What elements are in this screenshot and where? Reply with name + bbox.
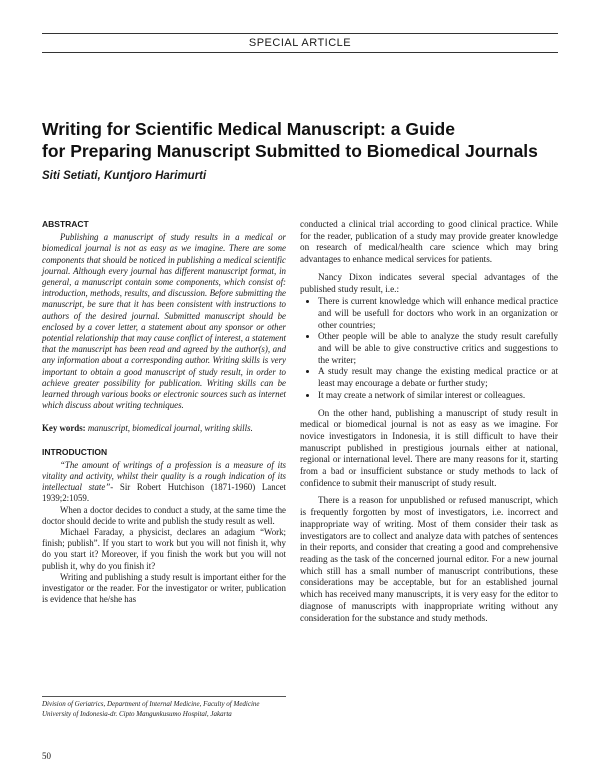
affiliation-divider — [42, 696, 286, 697]
article-title — [42, 118, 562, 162]
epigraph — [42, 460, 286, 505]
section-label: SPECIAL ARTICLE — [248, 37, 352, 49]
header-rule-bottom — [42, 52, 558, 53]
intro-paragraph-3: Writing and publishing a study result is important either for the investigator or the reader. For the investigator or writer, publication is evidence that he/she has — [42, 571, 286, 605]
advantages-list — [300, 296, 558, 401]
right-paragraph-1: On the other hand, publishing a manuscript of study result in medical or biomedical journal is not as easy as we imagine. For novice investigators in Indonesia, it is still difficult to have their manuscript published in prestigious journals either at national, regional or international level. There are many reasons for it, starting from a bad or insufficient substance or study methods to lack of confidence to submit their manuscript of study result. — [300, 407, 558, 488]
keywords-label: Key words: — [42, 423, 86, 434]
continuation-paragraph: conducted a clinical trial according to good clinical practice. While for the reader, publication of a study may provide greater knowledge on research of medical/health care science which may bring advantages to enhance medical services for patients. — [300, 219, 558, 265]
intro-paragraph-1: When a doctor decides to conduct a study, at the same time the doctor should decide to write and publish the study result as well. — [42, 504, 286, 526]
right-paragraph-2: There is a reason for unpublished or refused manuscript, which is frequently forgotten by most of investigators, i.e. incorrect and inappropriate way of writing. Most of them consider their task as investigators are to collect and analyze data with patches of sentences in their reports, and consider that creating a good and comprehensive reading as the task of the concerned journal editor. For a new journal which still has a small number of manuscript contributions, these considerations may be acceptable, but for an established journal which has received many manuscripts, it is very easy for the editor to diagnose of manuscripts with inappropriate writing without any consideration for the substance and study methods. — [300, 495, 558, 623]
right-column — [300, 219, 558, 624]
intro-paragraph-2: Michael Faraday, a physicist, declares an adagium “Work; finish; publish”. If you start to work but you will not finish it, why do you start it? Moreover, if you finish the work but you will not publish it, why do you finish it? — [42, 527, 286, 571]
list-item: • It may create a network of similar interest or colleagues. — [318, 390, 558, 402]
affiliation-note: Division of Geriatrics, Department of Internal Medicine, Faculty of Medicine University of Indonesia-dr. Cipto Mangunkusumo Hospital, Jakarta — [42, 700, 260, 718]
authors: Siti Setiati, Kuntjoro Harimurti — [42, 170, 207, 182]
page-number: 50 — [42, 751, 51, 761]
keywords-text: manuscript, biomedical journal, writing skills. — [87, 423, 253, 434]
abstract-text: Publishing a manuscript of study results in a medical or biomedical journal is not as easy as we imagine. There are some components that should be noticed in publishing a medical scientific journal. Although every journal has different manuscript format, in general, a manuscript contain some components, which consist of: introduction, methods, results, and discussion. Before submitting the manuscript, be sure that it has been consistent with instructions to authors of the desired journal. Submitted manuscript should be enclosed by a cover letter, a statement about any sponsor or other potential relationship that may cause conflict of interest, a statement that the manuscript has been read and agreed by the author(s), and any information about a corresponding author. Writing skills is very important to obtain a good manuscript of study result, in order to achieve greater possibility for publication. Writing skills can be learned through various books or electronic sources such as internet which discuss about writing techniques. — [42, 232, 286, 411]
left-column — [42, 219, 286, 606]
list-item: • A study result may change the existing medical practice or at least may encourage a debate or further study; — [318, 366, 558, 389]
title-line-2: for Preparing Manuscript Submitted to Biomedical Journals — [42, 141, 538, 161]
list-item: • There is current knowledge which will enhance medical practice and will be usefull for doctors who work in an organization or other countries; — [318, 296, 558, 331]
advantages-intro: Nancy Dixon indicates several special advantages of the published study result, i.e.: — [300, 271, 558, 294]
introduction-heading: INTRODUCTION — [42, 446, 108, 457]
abstract-heading: ABSTRACT — [42, 219, 89, 229]
epigraph-quote: “The amount of writings of a profession is a measure of its vitality and activity, whilst their quality is a rough indication of its intellectual state” — [42, 459, 286, 493]
list-item: • Other people will be able to analyze the study result carefully and will be able to give constructive critics and suggestions to the writer; — [318, 331, 558, 366]
keywords — [42, 423, 286, 434]
introduction-body — [42, 460, 286, 606]
header-rule-top — [42, 33, 558, 34]
title-line-1: Writing for Scientific Medical Manuscript: a Guide — [42, 119, 455, 139]
epigraph-source: - Sir Robert Hutchison (1871-1960) Lancet 1939;2:1059. — [42, 482, 286, 504]
